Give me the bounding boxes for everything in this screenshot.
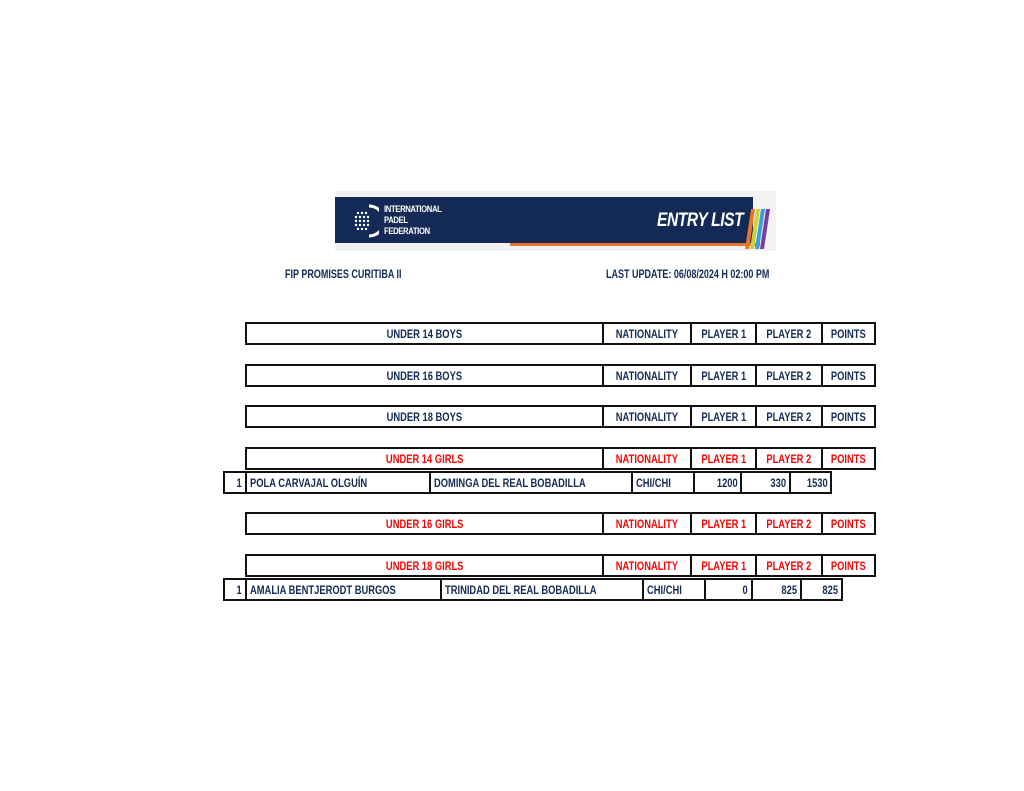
entry-nationality: CHI/CHI (643, 579, 705, 600)
section-under-16-boys (245, 364, 876, 387)
entry-player1-points: 0 (705, 579, 752, 600)
section-under-18-girls (245, 554, 876, 577)
col-player2: PLAYER 2 (756, 555, 822, 576)
entry-nationality: CHI/CHI (632, 472, 694, 493)
col-player1: PLAYER 1 (691, 365, 757, 386)
section-header-row (246, 365, 875, 386)
entry-player1-points: 1200 (694, 472, 741, 493)
col-player2: PLAYER 2 (756, 448, 822, 469)
col-player1: PLAYER 1 (691, 406, 757, 427)
fip-banner (335, 191, 776, 251)
section-under-18-boys (245, 405, 876, 428)
section-header-row (246, 513, 875, 534)
entry-total-points: 1530 (790, 472, 831, 493)
logo-line: FEDERATION (384, 226, 430, 236)
section-title: UNDER 14 GIRLS (246, 448, 603, 469)
entry-rank: 1 (224, 579, 246, 600)
last-update: LAST UPDATE: 06/08/2024 H 02:00 PM (606, 267, 770, 281)
fip-logo-icon (353, 204, 379, 238)
col-player2: PLAYER 2 (756, 365, 822, 386)
entries-under-14-girls (223, 471, 832, 494)
col-nationality: NATIONALITY (603, 555, 691, 576)
entry-rank: 1 (224, 472, 246, 493)
fip-logo-text (384, 204, 441, 237)
entry-player1-name: POLA CARVAJAL OLGUÍN (246, 472, 430, 493)
tournament-name: FIP PROMISES CURITIBA II (285, 267, 402, 281)
table-row (224, 472, 831, 493)
rainbow-stripes-icon (743, 209, 773, 249)
col-points: POINTS (822, 448, 875, 469)
col-nationality: NATIONALITY (603, 406, 691, 427)
col-points: POINTS (822, 323, 875, 344)
col-points: POINTS (822, 406, 875, 427)
col-player2: PLAYER 2 (756, 513, 822, 534)
entry-player2-points: 825 (752, 579, 801, 600)
col-nationality: NATIONALITY (603, 365, 691, 386)
banner-title: ENTRY LIST (657, 210, 744, 231)
logo-line: INTERNATIONAL (384, 204, 442, 214)
col-player1: PLAYER 1 (691, 323, 757, 344)
section-header-row (246, 406, 875, 427)
entry-player2-name: DOMINGA DEL REAL BOBADILLA (430, 472, 632, 493)
section-header-row (246, 448, 875, 469)
col-player1: PLAYER 1 (691, 448, 757, 469)
col-nationality: NATIONALITY (603, 513, 691, 534)
entry-player2-name: TRINIDAD DEL REAL BOBADILLA (441, 579, 643, 600)
table-row (224, 579, 842, 600)
section-title: UNDER 14 BOYS (246, 323, 603, 344)
section-title: UNDER 16 BOYS (246, 365, 603, 386)
col-points: POINTS (822, 513, 875, 534)
section-under-14-girls (245, 447, 876, 470)
banner-accent-line (510, 243, 760, 246)
col-player2: PLAYER 2 (756, 406, 822, 427)
section-under-14-boys (245, 322, 876, 345)
logo-line: PADEL (384, 215, 408, 225)
section-header-row (246, 555, 875, 576)
col-nationality: NATIONALITY (603, 448, 691, 469)
col-points: POINTS (822, 555, 875, 576)
col-nationality: NATIONALITY (603, 323, 691, 344)
col-player1: PLAYER 1 (691, 555, 757, 576)
entries-under-18-girls (223, 578, 843, 601)
entry-total-points: 825 (801, 579, 842, 600)
section-under-16-girls (245, 512, 876, 535)
col-points: POINTS (822, 365, 875, 386)
section-title: UNDER 18 BOYS (246, 406, 603, 427)
entry-player2-points: 330 (741, 472, 790, 493)
col-player2: PLAYER 2 (756, 323, 822, 344)
section-title: UNDER 16 GIRLS (246, 513, 603, 534)
entry-player1-name: AMALIA BENTJERODT BURGOS (246, 579, 441, 600)
section-header-row (246, 323, 875, 344)
section-title: UNDER 18 GIRLS (246, 555, 603, 576)
col-player1: PLAYER 1 (691, 513, 757, 534)
